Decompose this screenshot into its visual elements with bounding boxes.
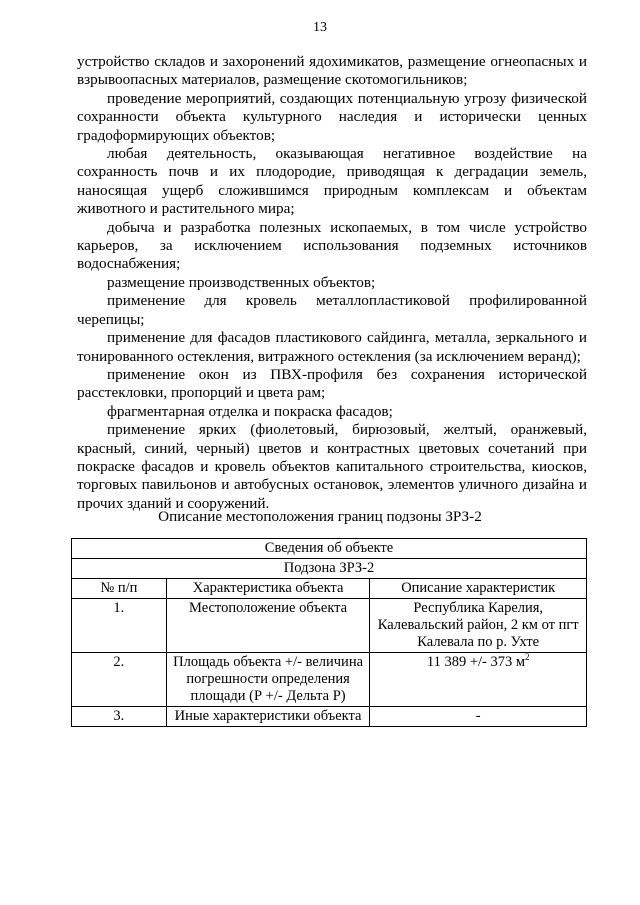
table-title: Описание местоположения границ подзоны ЗРЗ-2 [158, 508, 482, 525]
body-text [77, 53, 587, 513]
row-description: Республика Карелия, Калевальский район, 2 км от пгт Калевала по р. Ухте [370, 599, 587, 653]
table-header-sub-row [72, 559, 587, 579]
column-header-number: № п/п [72, 579, 167, 599]
object-info-table [71, 538, 587, 727]
paragraph-7: применение для фасадов пластикового сайдинга, металла, зеркального и тонированного остекления, витражного остекления (за исключением веранд); [77, 329, 587, 365]
paragraph-9: фрагментарная отделка и покраска фасадов; [107, 402, 393, 420]
table-row [72, 653, 587, 707]
page-number: 13 [313, 20, 327, 35]
table-header-main-row [72, 539, 587, 559]
paragraph-3: любая деятельность, оказывающая негативное воздействие на сохранность почв и их плодородие, приводящая к деградации земель, наносящая ущерб сложившимся природным комплексам и объектам животного и растительного мира; [77, 145, 587, 218]
table-row [72, 707, 587, 727]
paragraph-8: применение окон из ПВХ-профиля без сохранения исторической расстекловки, пропорций и цвета рам; [77, 365, 587, 402]
paragraph-1: устройство складов и захоронений ядохимикатов, размещение огнеопасных и взрывоопасных материалов, размещение скотомогильников; [77, 53, 587, 89]
row-characteristic: Площадь объекта +/- величина погрешности определения площади (Р +/- Дельта Р) [166, 653, 370, 707]
paragraph-6: применение для кровель металлопластиковой профилированной черепицы; [77, 292, 587, 328]
column-header-description: Описание характеристик [370, 579, 587, 599]
table-column-headers [72, 579, 587, 599]
row-number: 2. [72, 653, 167, 707]
paragraph-10: применение ярких (фиолетовый, бирюзовый, желтый, оранжевый, красный, синий, черный) цветов и контрастных цветовых сочетаний при покраске фасадов и кровель объектов капитального строительства, киосков, торговых павильонов и автобусных остановок, элементов уличного дизайна и прочих зданий и сооружений. [77, 421, 587, 512]
paragraph-5: размещение производственных объектов; [107, 273, 376, 291]
row-characteristic: Иные характеристики объекта [166, 707, 370, 727]
row-number: 1. [72, 599, 167, 653]
column-header-characteristic: Характеристика объекта [166, 579, 370, 599]
area-unit-exponent: 2 [525, 652, 530, 663]
row-number: 3. [72, 707, 167, 727]
row-characteristic: Местоположение объекта [166, 599, 370, 653]
table-header-main: Сведения об объекте [72, 539, 587, 559]
table-header-sub: Подзона ЗРЗ-2 [72, 559, 587, 579]
paragraph-4: добыча и разработка полезных ископаемых, в том числе устройство карьеров, за исключением использования подземных источников водоснабжения; [77, 218, 587, 273]
row-description [370, 653, 587, 707]
row-description: - [370, 707, 587, 727]
area-value: 11 389 +/- 373 м [426, 654, 526, 670]
table-row [72, 599, 587, 653]
paragraph-2: проведение мероприятий, создающих потенциальную угрозу физической сохранности объекта культурного наследия и исторически ценных градоформирующих объектов; [77, 89, 587, 144]
